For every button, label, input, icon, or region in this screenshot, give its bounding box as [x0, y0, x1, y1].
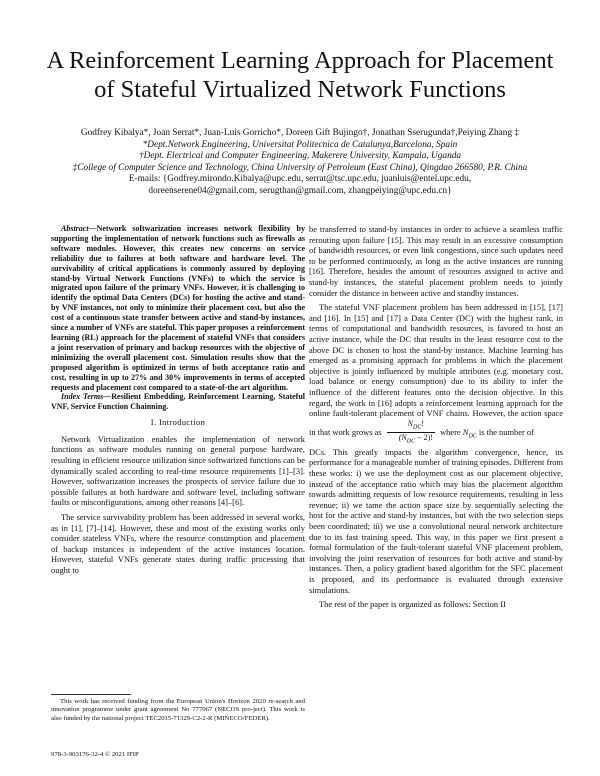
- affiliation-2: †Dept. Electrical and Computer Engineering, Makerere University, Kampala, Uganda: [138, 151, 462, 162]
- section-heading-introduction: I. Introduction: [150, 418, 206, 428]
- fraction-den-n: (N: [398, 433, 407, 443]
- fraction-num-tail: !: [421, 418, 425, 428]
- author-emails-1: E-mails: {Godfrey.mirondo.Kibalya@upc.edu, serrat@tsc.upc.edu, juanluis@entel.upc.edu,: [128, 174, 472, 185]
- right-paragraph-2a-text: The stateful VNF placement problem has been addressed in [15], [17] and [16]. In [15] and [17] a Data Center (DC) with the highest rank, in terms of computational and bandwidth resources, is favored to host an active instance, while the DC that results in the least resource cost to the above DC is chosen to host the stand-by instance. Machine learning has emerged as a promising approach for problems in which the placement objective is jointly influenced by multiple attributes (e.g. monetary cost, load balance or energy consumption) due to its ability to infer the influence of the different features onto the decision objective. In this regard, the work in [16] adopts a reinforcement learning approach for the online fault-tolerant placement of VNF chains. However, the action space in that work grows as: [309, 302, 563, 437]
- where-sub: DC: [468, 433, 477, 440]
- index-terms-label: Index Terms—: [61, 392, 112, 402]
- right-paragraph-2a: [309, 302, 563, 447]
- fraction-numerator: [387, 419, 435, 434]
- fraction-num-sub: DC: [413, 424, 422, 431]
- copyright-line: 978-3-903176-32-4 © 2021 IFIP: [51, 751, 139, 758]
- abstract-label: Abstract—: [61, 224, 97, 233]
- action-space-fraction: [387, 419, 435, 447]
- author-emails-2: doreenserene04@gmail.com, serugthan@gmail.com, zhangpeiying@upc.edu.cn}: [148, 185, 452, 196]
- footnote: [51, 698, 305, 723]
- intro-paragraph-1: Network Virtualization enables the implementation of network functions as software modules running on general purpose hardware, resulting in efficient resource utilization since softwarized functions can be dynamically scaled according to real-time resource requirements [1]–[3]. However, softwarization increases the prospects of service failure due to possible failures at both hardware and software level, including software faults or misconfigurations, among other reasons [4]–[6].: [51, 433, 305, 508]
- intro-paragraph-2: The service survivability problem has been addressed in several works, as in [1], [7]–[14]. However, these and most of the existing works only consider stateless VNFs, where the resource consumption and placement of backup instances is independent of the active instances location. However, stateful VNFs generate states during traffic processing that ought to: [51, 511, 305, 575]
- where-tail: is the number of: [476, 426, 534, 437]
- index-terms: [51, 392, 305, 412]
- abstract: [51, 224, 305, 392]
- title-line-2: of Stateful Virtualized Network Functions: [94, 76, 506, 103]
- where-n: N: [462, 426, 469, 437]
- author-names: Godfrey Kibalya*, Joan Serrat*, Juan-Luis Gorricho*, Doreen Gift Bujingo†, Jonathan Sserugunda†,Peiying Zhang ‡: [80, 128, 520, 138]
- affiliation-1: *Dept.Network Engineering, Universitat Politecnica de Catalunya,Barcelona, Spain: [142, 139, 458, 150]
- where-text: where: [437, 426, 463, 437]
- author-block: [28, 128, 572, 198]
- fraction-denominator: [387, 433, 435, 447]
- paper-title: [30, 46, 570, 104]
- right-paragraph-1: be transferred to stand-by instances in order to achieve a seamless traffic rerouting upon failure [15]. This may result in an excessive consumption of bandwidth resources, or even link congestions, since such updates need to be performed continuously, as long as the active instances are running [16]. Therefore, besides the amount of resources assigned to active and stand-by instances, the stateful placement problem needs to jointly consider the distance in between active and standby instances.: [309, 224, 563, 298]
- abstract-text: Network softwarization increases network flexibility by supporting the implementation of network functions such as firewalls as software modules. However, this creates new concerns on service reliability due to failures at both software and hardware level. The survivability of critical applications is commonly assured by deploying stand-by Virtual Network Functions (VNFs) to which the service is migrated upon failure of the primary VNFs. However, it is challenging to identify the optimal Data Centers (DCs) for hosting the active and stand-by VNF instances, not only to minimize their placement cost, but also the cost of a continuous state transfer between active and stand-by instances, since a number of VNFs are stateful. This paper proposes a reinforcement learning (RL) approach for the placement of stateful VNFs that considers a joint reservation of primary and backup resources with the objective of minimizing the overall placement cost. Simulation results show that the proposed algorithm is optimized in terms of both acceptance ratio and cost, resulting in up to 27% and 30% improvements in terms of accepted requests and placement cost compared to a state-of-the art algorithm.: [51, 224, 305, 392]
- index-terms-text: Resilient Embedding, Reinforcement Learning, Stateful VNF, Service Function Chainning.: [51, 392, 305, 412]
- funding-footnote: This work has received funding from the European Union's Horizon 2020 re-search and innovation programme under grant agreement No 777067 (NECOS pro-ject). This work is also funded by the national project TEC2015-71329-C2-2-R (MINECO/FEDER).: [51, 698, 305, 722]
- left-column: [51, 224, 305, 580]
- footnote-rule: [51, 694, 131, 695]
- title-line-1: A Reinforcement Learning Approach for Placement: [46, 47, 554, 74]
- right-column: [309, 224, 563, 614]
- fraction-den-tail: − 2)!: [415, 433, 433, 443]
- right-paragraph-2b: DCs. This greatly impacts the algorithm convergence, hence, its performance for a manageable number of training episodes. Different from these works: i) we use the deployment cost as our placement objective, instead of the acceptance ratio which may bias the placement algorithm towards admitting requests of low resource requirements, resulting in less revenue; ii) we tame the action space size by sequentially selecting the host for the active and stand-by instances, but with the two selection steps been coordinated; iii) we use a convolutional neural network architecture due to its fast training speed. This way, in this paper we first present a formal formulation of the fault-tolerant stateful VNF placement problem, involving the joint reservation of resources for both active and stand-by instances. Then, a policy gradient based algorithm for the SFC placement is proposed, and its performance is evaluated through extensive simulations.: [309, 446, 563, 595]
- affiliation-3: ‡College of Computer Science and Technology, China University of Petroleum (East China), Qingdao 266580, P.R. China: [72, 162, 528, 173]
- fraction-num-n: N: [407, 418, 414, 428]
- fraction-den-sub: DC: [406, 438, 416, 445]
- right-paragraph-3: The rest of the paper is organized as follows: Section II: [319, 599, 506, 610]
